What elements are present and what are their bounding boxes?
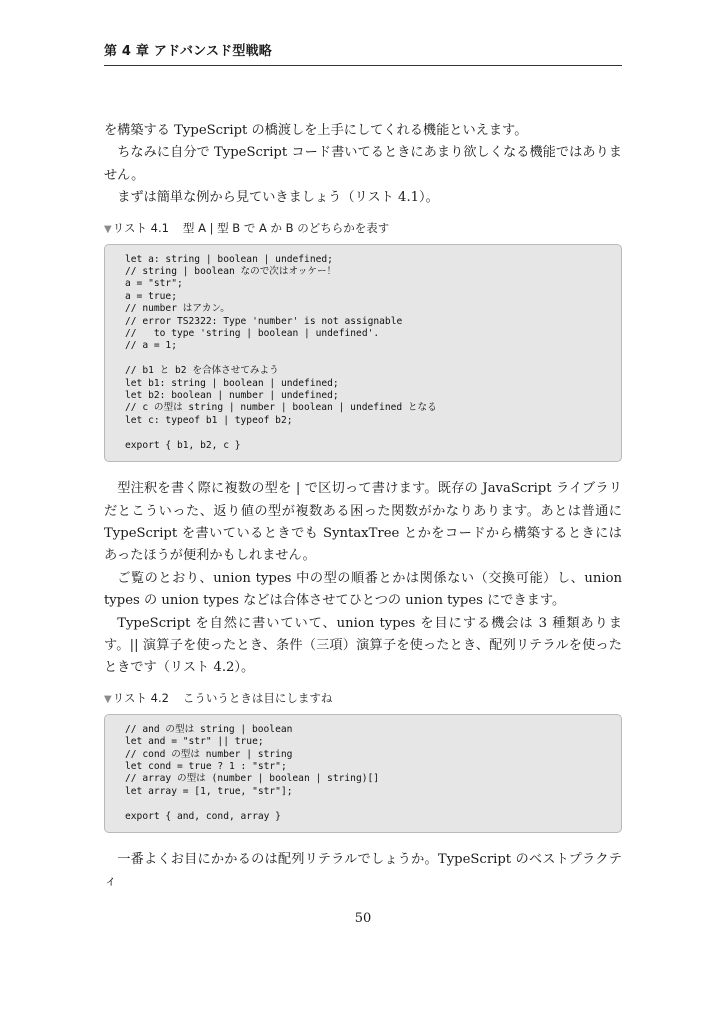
- code-line: // array の型は (number | boolean | string)[]: [125, 773, 380, 785]
- paragraph: ご覧のとおり、union types 中の型の順番とかは関係ない（交換可能）し、union types の union types などは合体させてひとつの union types にできます。: [104, 570, 622, 609]
- paragraph: ちなみに自分で TypeScript コード書いてるときにあまり欲しくなる機能ではありません。: [104, 145, 622, 183]
- code-line: // b1 と b2 を合体させてみよう: [125, 365, 279, 377]
- code-line: // c の型は string | number | boolean | undefined となる: [125, 402, 437, 414]
- code-line: // string | boolean なので次はオッケー！: [125, 266, 337, 278]
- code-line: // cond の型は number | string: [125, 748, 293, 760]
- code-line: // a = 1;: [125, 340, 177, 352]
- code-line: [125, 798, 621, 810]
- code-line: // to type 'string | boolean | undefined'.: [125, 328, 380, 340]
- listing-caption: [104, 220, 622, 236]
- paragraph-group-middle: [104, 478, 622, 680]
- code-listing: [104, 244, 622, 462]
- code-line: let c: typeof b1 | typeof b2;: [125, 414, 293, 426]
- paragraph: まずは簡単な例から見ていきましょう（リスト 4.1）。: [117, 190, 439, 206]
- code-line: let cond = true ? 1 : "str";: [125, 760, 287, 772]
- listing-title: こういうときは目にしますね: [182, 690, 333, 705]
- code-line: export { and, cond, array }: [125, 810, 281, 822]
- code-line: let and = "str" || true;: [125, 736, 264, 748]
- code-line: let b1: string | boolean | undefined;: [125, 377, 339, 389]
- code-line: a = "str";: [125, 278, 183, 290]
- caption-triangle-icon: ▼: [104, 693, 112, 705]
- code-line: export { b1, b2, c }: [125, 439, 241, 451]
- paragraph-group-bottom: [104, 849, 622, 894]
- listing-caption: [104, 690, 622, 706]
- code-line: [125, 427, 621, 439]
- listing-title: 型 A | 型 B で A か B のどちらかを表す: [182, 220, 390, 235]
- chapter-title: 第 4 章 アドバンスド型戦略: [104, 44, 272, 59]
- code-listing: [104, 714, 622, 833]
- code-line: let a: string | boolean | undefined;: [125, 253, 333, 265]
- caption-triangle-icon: ▼: [104, 223, 112, 235]
- page-number: 50: [354, 911, 372, 926]
- code-line: [125, 353, 621, 365]
- code-line: // error TS2322: Type 'number' is not assignable: [125, 315, 403, 327]
- running-head: [104, 40, 622, 66]
- code-line: // number はアカン。: [125, 303, 230, 315]
- code-line: a = true;: [125, 290, 177, 302]
- page-body: [104, 120, 622, 894]
- paragraph-group-top: [104, 120, 622, 210]
- paragraph: 型注釈を書く際に複数の型を | で区切って書けます。既存の JavaScript ライブラリだとこういった、返り値の型が複数ある困った関数がかなりあります。あとは普通に TypeScript を書いているときでも SyntaxTree とかをコードから構築するときにはあったほうが便利かもしれません。: [104, 481, 622, 564]
- paragraph: TypeScript を自然に書いていて、union types を目にする機会は 3 種類あります。|| 演算子を使ったとき、条件（三項）演算子を使ったとき、配列リテラルを使ったときです（リスト 4.2）。: [104, 615, 622, 676]
- listing-number: リスト 4.2: [112, 690, 169, 705]
- code-line: // and の型は string | boolean: [125, 723, 293, 735]
- paragraph: を構築する TypeScript の橋渡しを上手にしてくれる機能といえます。: [104, 123, 528, 138]
- code-line: let b2: boolean | number | undefined;: [125, 390, 339, 402]
- paragraph: 一番よくお目にかかるのは配列リテラルでしょうか。TypeScript のベストプラクティ: [104, 851, 622, 890]
- listing-number: リスト 4.1: [112, 220, 169, 235]
- code-line: let array = [1, true, "str"];: [125, 785, 293, 797]
